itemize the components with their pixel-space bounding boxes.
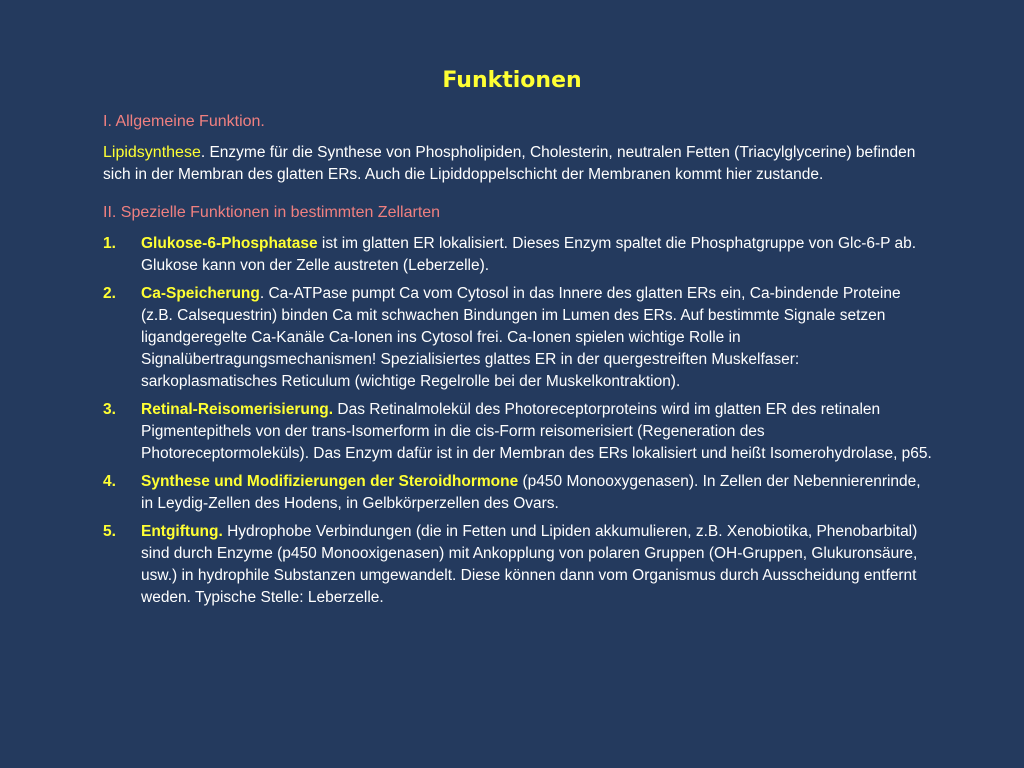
list-item-body: ist im glatten ER lokalisiert. Dieses Enzym spaltet die Phosphatgruppe von Glc-6-P ab. Glukose kann von der Zelle austreten (Leberzelle). (141, 235, 917, 274)
slide-title: Funktionen (442, 68, 582, 93)
list-item-term: Glukose-6-Phosphatase (141, 235, 318, 252)
list-item-text (141, 471, 933, 515)
section-heading-special: II. Spezielle Funktionen in bestimmten Zellarten (103, 204, 441, 221)
list-item-text (141, 283, 933, 393)
list-item-body: Hydrophobe Verbindungen (die in Fetten und Lipiden akkumulieren, z.B. Xenobiotika, Phenobarbital) sind durch Enzyme (p450 Monooxigenasen) mit Ankopplung von polaren Gruppen (OH-Gruppen, Glukuronsäure, usw.) in hydrophile Substanzen umgewandelt. Diese können dann vom Organismus durch Ausscheidung entfernt weden. Typische Stelle: Leberzelle. (141, 523, 918, 606)
term-lipid-synthesis: Lipidsynthese (103, 144, 201, 161)
list-number: 4. (103, 473, 116, 490)
list-item-term: Synthese und Modifizierungen der Steroidhormone (141, 473, 519, 490)
list-item-term: Entgiftung. (141, 523, 223, 540)
list-item-text (141, 233, 933, 277)
list-number: 2. (103, 285, 116, 302)
list-item (103, 521, 933, 609)
section-heading-general: I. Allgemeine Funktion. (103, 113, 265, 130)
list-item-text (141, 399, 933, 465)
list-item (103, 471, 933, 515)
list-item-term: Ca-Speicherung (141, 285, 260, 302)
list-item (103, 233, 933, 277)
list-item-term: Retinal-Reisomerisierung. (141, 401, 334, 418)
paragraph-lipid-synthesis-text: . Enzyme für die Synthese von Phospholipiden, Cholesterin, neutralen Fetten (Triacylglycerine) befinden sich in der Membran des glatten ERs. Auch die Lipiddoppelschicht der Membranen kommt hier zustande. (103, 144, 916, 183)
list-item (103, 399, 933, 465)
paragraph-lipid-synthesis (103, 142, 933, 186)
list-number: 1. (103, 235, 116, 252)
list-item-body: . Ca-ATPase pumpt Ca vom Cytosol in das Innere des glatten ERs ein, Ca-bindende Proteine (z.B. Calsequestrin) binden Ca mit schwachen Bindungen im Lumen des ERs. Auf bestimmte Signale setzen ligandgeregelte Ca-Kanäle Ca-Ionen ins Cytosol frei. Ca-Ionen spielen wichtige Rolle in Signalübertragungsmechanismen! Spezialisiertes glattes ER in der quergestreiften Muskelfaser: sarkoplasmatisches Reticulum (wichtige Regelrolle bei der Muskelkontraktion). (141, 285, 901, 390)
list-item-body: (p450 Monooxygenasen). In Zellen der Nebennierenrinde, in Leydig-Zellen des Hodens, in Gelbkörperzellen des Ovars. (141, 473, 921, 512)
slide-content (103, 111, 933, 615)
list-item-body: Das Retinalmolekül des Photoreceptorproteins wird im glatten ER des retinalen Pigmentepithels von der trans-Isomerform in die cis-Form reisomerisiert (Regeneration des Photoreceptormoleküls). Das Enzym dafür ist in der Membran des ERs lokalisiert und heißt Isomerohydrolase, p65. (141, 401, 932, 462)
list-number: 3. (103, 401, 116, 418)
list-item-text (141, 521, 933, 609)
list-number: 5. (103, 523, 116, 540)
list-item (103, 283, 933, 393)
function-list (103, 233, 933, 609)
